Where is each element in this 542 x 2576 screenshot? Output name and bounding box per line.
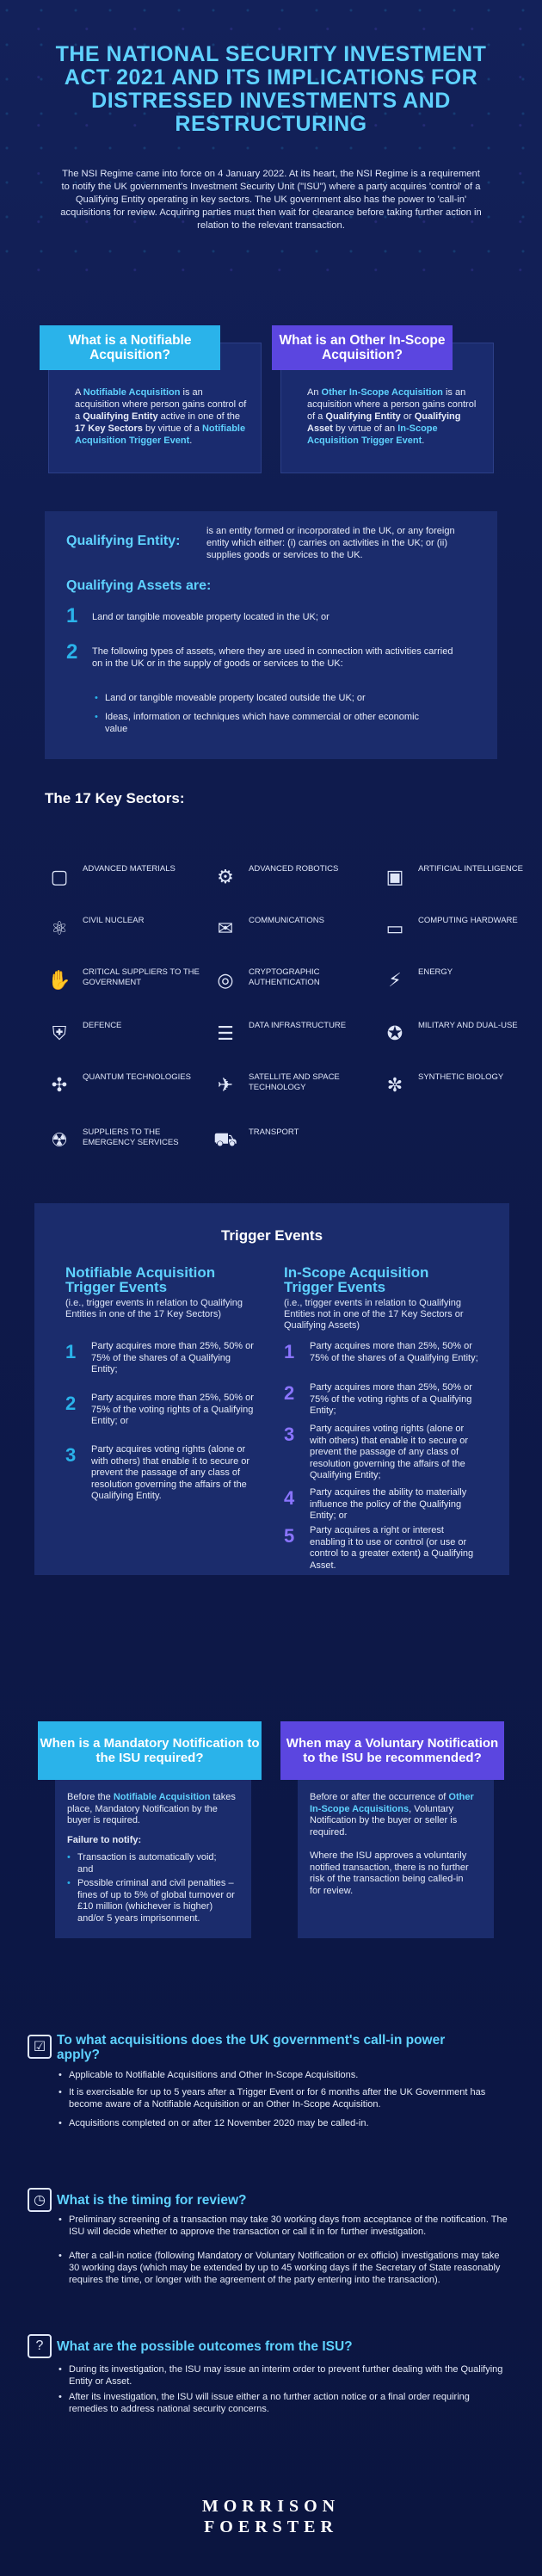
sector-label: ADVANCED MATERIALS (83, 864, 176, 874)
trigger-number: 1 (65, 1341, 77, 1362)
faq-bullet: • Applicable to Notifiable Acquisitions and Other In-Scope Acquisitions. (69, 2069, 508, 2081)
sector-label: DEFENCE (83, 1021, 122, 1030)
logo-line: MORRISON (201, 2497, 341, 2516)
trigger-number: 3 (284, 1424, 295, 1445)
trigger-events-title: Trigger Events (220, 1227, 323, 1244)
notifiable-trigger-subtitle: (i.e., trigger events in relation to Qualifying Entities in one of the 17 Key Sectors) (65, 1298, 243, 1319)
trigger-item-text: Party acquires voting rights (alone or with others) that enable it to secure or prevent the passage of any class of resolution governing the affairs of the Qualifying Entity; (310, 1424, 469, 1480)
cube-icon: ▢ (50, 866, 69, 887)
sector-label: QUANTUM TECHNOLOGIES (83, 1072, 191, 1082)
asset-bullet: • Ideas, information or techniques which have commercial or other economic value (105, 711, 432, 735)
voluntary-notification-text: Before or after the occurrence of Other In-Scope Acquisitions, Voluntary Notification by the buyer or seller is required. (310, 1792, 474, 1838)
trigger-number: 1 (284, 1341, 295, 1362)
intro-paragraph: The NSI Regime came into force on 4 January 2022. At its heart, the NSI Regime is a requirement to notify the UK government's Investment Security Unit ("ISU") where a party acquires 'control' of a Qualifying Entity operating in key sectors. The UK government also has the power to 'call-in' acquisitions for review. Acquiring parties must then wait for clearance before taking further action in relation to the relevant transaction. (60, 169, 482, 231)
notifiable-acquisition-heading: What is a Notifiable Acquisition? (40, 325, 220, 370)
mandatory-notification-body (55, 1771, 251, 1938)
sector-item (380, 914, 542, 948)
trigger-number: 4 (284, 1487, 295, 1509)
faq-question: What are the possible outcomes from the ISU? (57, 2339, 353, 2354)
notifiable-acquisition-section (40, 325, 262, 473)
sector-item (45, 966, 208, 1000)
atom-icon: ⚛ (51, 917, 68, 939)
trigger-number: 2 (284, 1382, 295, 1404)
trigger-item-text: Party acquires more than 25%, 50% or 75% of the voting rights of a Qualifying Entity; (310, 1382, 472, 1416)
sector-item (380, 966, 542, 1000)
qualifying-panel (45, 511, 497, 759)
other-in-scope-heading: What is an Other In-Scope Acquisition? (272, 325, 453, 370)
logo-line: FOERSTER (204, 2517, 338, 2536)
question-icon: ? (28, 2334, 52, 2358)
sector-label: CRITICAL SUPPLIERS TO THE GOVERNMENT (83, 967, 200, 987)
voluntary-approval-text: Where the ISU approves a voluntarily notified transaction, there is no further risk of the transaction being called-in for review. (310, 1850, 469, 1896)
sector-item (211, 914, 374, 948)
trigger-item-text: Party acquires the ability to materially influence the policy of the Qualifying Entity; or (310, 1487, 467, 1521)
trigger-number: 5 (284, 1525, 295, 1547)
mandatory-notification-heading: When is a Mandatory Notification to the ISU required? (38, 1721, 262, 1780)
voluntary-notification-heading: When may a Voluntary Notification to the ISU be recommended? (280, 1721, 504, 1780)
sector-item (211, 1126, 374, 1160)
sector-label: SATELLITE AND SPACE TECHNOLOGY (249, 1072, 340, 1092)
trigger-item-text: Party acquires more than 25%, 50% or 75% of the shares of a Qualifying Entity; (310, 1341, 478, 1363)
faq-bullet: • Preliminary screening of a transaction may take 30 working days from acceptance of the notification. The ISU will decide whether to approve the transaction or call it in for further investigation. (69, 2214, 508, 2238)
trigger-events-panel (34, 1203, 509, 1575)
asset-item-text: The following types of assets, where they are used in connection with activities carried on in the UK or in the supply of goods or services to the UK: (92, 646, 453, 669)
trigger-item-text: Party acquires voting rights (alone or with others) that enable it to secure or prevent the passage of any class of resolution governing the affairs of the Qualifying Entity. (91, 1444, 250, 1501)
voluntary-notification-section (280, 1721, 504, 1938)
mandatory-notification-text: Before the Notifiable Acquisition takes place, Mandatory Notification by the buyer is required. (67, 1792, 236, 1825)
asset-bullet: • Land or tangible moveable property located outside the UK; or (105, 692, 466, 704)
sector-item (45, 1071, 208, 1105)
failure-bullet: • Transaction is automatically void; and (77, 1852, 232, 1875)
in-scope-trigger-subtitle: (i.e., trigger events in relation to Qualifying Entities not in one of the 17 Key Sectors or Qualifying Assets) (284, 1298, 464, 1331)
other-in-scope-definition: An Other In-Scope Acquisition is an acquisition where a person gains control of a Qualifying Entity or Qualifying Asset by virtue of an In-Scope Acquisition Trigger Event. (307, 387, 477, 446)
sector-item (380, 862, 542, 897)
notifiable-trigger-title: Notifiable Acquisition Trigger Events (65, 1264, 216, 1295)
morrison-foerster-logo (0, 2496, 542, 2537)
notifiable-acquisition-definition: A Notifiable Acquisition is an acquisition where person gains control of a Qualifying Entity active in one of the 17 Key Sectors by virtue of a Notifiable Acquisition Trigger Event. (75, 387, 247, 446)
qualifying-entity-text: is an entity formed or incorporated in the UK, or any foreign entity which either: (i) carries on activities in the UK; or (ii) supplies goods or services to the UK. (206, 526, 455, 560)
in-scope-trigger-title: In-Scope Acquisition Trigger Events (284, 1264, 429, 1295)
trigger-item-text: Party acquires more than 25%, 50% or 75% of the shares of a Qualifying Entity; (91, 1341, 254, 1374)
sector-item (380, 1071, 542, 1105)
sector-item (45, 914, 208, 948)
sector-item (45, 1126, 208, 1160)
sector-label: MILITARY AND DUAL-USE (418, 1021, 518, 1030)
siren-icon: ☢ (51, 1129, 68, 1151)
shield-icon: ⛨ (52, 1022, 67, 1044)
database-icon: ☰ (217, 1022, 234, 1044)
hand-icon: ✋ (47, 969, 71, 991)
sector-label: ARTIFICIAL INTELLIGENCE (418, 864, 523, 874)
chip-icon: ▣ (385, 866, 404, 887)
dna-icon: ✼ (386, 1074, 403, 1096)
trigger-item-text: Party acquires a right or interest enabling it to use or control (or use or control to a greater extent) a Qualifying Asset. (310, 1525, 474, 1571)
computer-icon: ▭ (385, 917, 404, 939)
sector-item (45, 862, 208, 897)
page-title: THE NATIONAL SECURITY INVESTMENT ACT 2021 AND ITS IMPLICATIONS FOR DISTRESSED INVESTMENTS AND RESTRUCTURING (55, 42, 487, 136)
clock-icon: ◷ (28, 2188, 52, 2212)
sector-label: ADVANCED ROBOTICS (249, 864, 339, 874)
faq-bullet: • It is exercisable for up to 5 years after a Trigger Event or for 6 months after the UK Government has become aware of a Notifiable Acquisition or an Other In-Scope Acquisition. (69, 2086, 508, 2110)
sector-label: ENERGY (418, 967, 453, 977)
hexagon-pattern-background (0, 0, 542, 275)
failure-bullet: • Possible criminal and civil penalties – fines of up to 5% of global turnover or £10 million (whichever is higher) and/or 5 years imprisonment. (77, 1878, 241, 1924)
sector-label: CIVIL NUCLEAR (83, 916, 145, 925)
sector-label: COMPUTING HARDWARE (418, 916, 518, 925)
lightning-icon: ⚡ (388, 969, 402, 991)
trigger-number: 3 (65, 1444, 77, 1466)
faq-question: What is the timing for review? (57, 2193, 247, 2208)
sector-item (211, 1019, 374, 1053)
sector-item (45, 1019, 208, 1053)
vehicle-icon: ⛟ (213, 1127, 237, 1150)
asset-item-text: Land or tangible moveable property located in the UK; or (92, 612, 330, 622)
failure-to-notify-label: Failure to notify: (67, 1835, 142, 1845)
trigger-item-text: Party acquires more than 25%, 50% or 75% of the voting rights of a Qualifying Entity; or (91, 1393, 254, 1426)
mandatory-notification-section (38, 1721, 262, 1938)
faq-bullet: • Acquisitions completed on or after 12 November 2020 may be called-in. (69, 2117, 508, 2129)
military-icon: ✪ (386, 1022, 403, 1044)
chat-icon: ✉ (217, 917, 234, 939)
quantum-icon: ✣ (51, 1074, 68, 1096)
sector-item (380, 1019, 542, 1053)
sector-label: SYNTHETIC BIOLOGY (418, 1072, 504, 1082)
sectors-title: The 17 Key Sectors: (45, 790, 185, 806)
trigger-number: 2 (65, 1393, 77, 1414)
checklist-icon: ☑ (28, 2035, 52, 2059)
qualifying-entity-label: Qualifying Entity: (66, 534, 181, 548)
other-in-scope-section (272, 325, 494, 473)
sector-label: SUPPLIERS TO THE EMERGENCY SERVICES (83, 1127, 179, 1147)
sector-label: COMMUNICATIONS (249, 916, 324, 925)
sector-label: CRYPTOGRAPHIC AUTHENTICATION (249, 967, 320, 987)
qualifying-assets-label: Qualifying Assets are: (66, 578, 212, 593)
sector-item (211, 966, 374, 1000)
faq-bullet: • During its investigation, the ISU may issue an interim order to prevent further dealing with the Qualifying Entity or Asset. (69, 2363, 508, 2388)
robot-icon: ⚙ (217, 866, 234, 887)
fingerprint-icon: ◎ (217, 969, 234, 991)
satellite-icon: ✈ (217, 1074, 234, 1096)
sector-label: DATA INFRASTRUCTURE (249, 1021, 347, 1030)
sector-item (211, 862, 374, 897)
voluntary-notification-body (298, 1771, 494, 1938)
sector-item (211, 1071, 374, 1105)
asset-number: 2 (66, 640, 78, 664)
faq-bullet: • After a call-in notice (following Mandatory or Voluntary Notification or ex officio) investigations may take 30 working days (which may be extended by up to 45 working days if the Secretary of State reasonably requires the time, or longer with the agreement of the party entering into the transaction). (69, 2250, 508, 2286)
faq-bullet: • After its investigation, the ISU will issue either a no further action notice or a final order requiring remedies to address national security concerns. (69, 2391, 508, 2415)
asset-number: 1 (66, 604, 78, 627)
faq-question: To what acquisitions does the UK government's call-in power apply? (57, 2033, 446, 2062)
sector-label: TRANSPORT (249, 1127, 299, 1137)
